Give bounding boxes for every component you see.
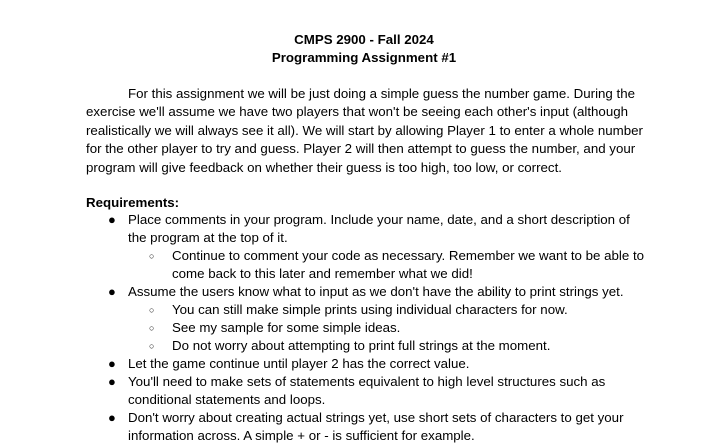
list-item-text: You'll need to make sets of statements equivalent to high level structures such as [128, 374, 606, 389]
intro-line: for the other player to try and guess. Player 2 will then attempt to guess the number, and your [86, 141, 636, 157]
list-item-text: Do not worry about attempting to print full strings at the moment. [172, 338, 551, 353]
list-item-text: You can still make simple prints using individual characters for now. [172, 302, 568, 317]
sub-list-item [0, 337, 728, 355]
sub-list-item [0, 319, 728, 337]
list-item-text: conditional statements and loops. [128, 392, 326, 407]
intro-line: realistically we will always see it all). We will start by allowing Player 1 to enter a whole number [86, 122, 643, 138]
intro-paragraph [86, 85, 656, 177]
list-item-text: the program at the top of it. [128, 230, 288, 245]
sub-list-item [0, 301, 728, 319]
list-item-text: information across. A simple + or - is sufficient for example. [128, 428, 475, 443]
requirements-list [0, 211, 728, 445]
intro-line: exercise we'll assume we have two players that won't be seeing each other's input (although [86, 104, 629, 120]
list-item-text: come back to this later and remember what we did! [172, 266, 473, 281]
course-title: CMPS 2900 - Fall 2024 [294, 32, 434, 47]
list-item [0, 355, 728, 373]
intro-line: For this assignment we will be just doing a simple guess the number game. During the [128, 86, 636, 101]
bullet-marker: ● [108, 374, 116, 389]
list-item [0, 211, 728, 247]
list-item-text: Don't worry about creating actual strings yet, use short sets of characters to get your [128, 410, 624, 425]
sub-bullet-marker: ○ [149, 323, 155, 333]
list-item-text: Let the game continue until player 2 has the correct value. [128, 356, 470, 371]
bullet-marker: ● [108, 284, 116, 299]
bullet-marker: ● [108, 410, 116, 425]
list-item [0, 373, 728, 409]
assignment-title: Programming Assignment #1 [271, 50, 457, 65]
list-item-text: Place comments in your program. Include your name, date, and a short description of [128, 212, 630, 227]
sub-bullet-marker: ○ [149, 305, 155, 315]
sub-bullet-marker: ○ [149, 341, 155, 351]
requirements-heading: Requirements: [86, 195, 180, 210]
bullet-marker: ● [108, 356, 116, 371]
list-item [0, 283, 728, 301]
list-item-text: Continue to comment your code as necessary. Remember we want to be able to [172, 248, 645, 263]
list-item-text: Assume the users know what to input as we don't have the ability to print strings yet. [128, 284, 624, 299]
sub-bullet-marker: ○ [149, 251, 155, 261]
list-item-text: See my sample for some simple ideas. [172, 320, 401, 335]
sub-list-item [0, 247, 728, 283]
bullet-marker: ● [108, 212, 116, 227]
list-item [0, 409, 728, 445]
intro-line: program will give feedback on whether their guess is too high, too low, or correct. [86, 159, 562, 175]
